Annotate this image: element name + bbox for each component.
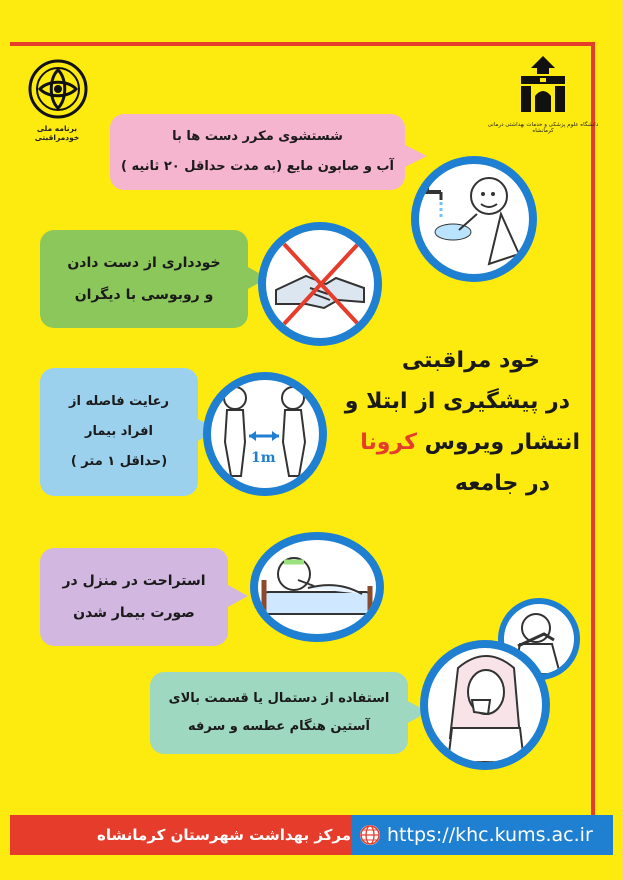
handwashing-illustration [411, 156, 537, 282]
tissue-sneeze-illustration [420, 640, 550, 770]
tip-text-line: آستین هنگام عطسه و سرفه [188, 719, 370, 734]
title-line [340, 422, 580, 463]
footer-bar [10, 815, 613, 855]
handwashing-icon [419, 164, 529, 274]
right-logo-caption: دانشگاه علوم پزشکی و خدمات بهداشتی درمانی کرمانشاه [487, 122, 599, 134]
left-logo-caption: برنامه ملی خودمراقبتی [34, 124, 80, 142]
tip-text-line: استراحت در منزل در [62, 573, 206, 589]
self-care-emblem-icon [27, 58, 89, 120]
title-line: در جامعه [454, 471, 550, 496]
title-text: انتشار ویروس [424, 430, 580, 455]
tissue-sneeze-icon [428, 648, 542, 762]
distance-label: 1m [251, 450, 276, 466]
poster-title [340, 340, 580, 504]
tip-text-line: افراد بیمار [85, 424, 153, 439]
rest-illustration [250, 532, 384, 642]
tip-text-line: صورت بیمار شدن [73, 605, 195, 621]
tip-distance-bubble [40, 368, 198, 496]
tip-text-line: رعایت فاصله از [68, 394, 170, 409]
title-line: در پیشگیری از ابتلا و [344, 389, 570, 414]
distance-illustration [203, 372, 327, 496]
website-link[interactable]: https://khc.kums.ac.ir [387, 824, 593, 846]
health-center-name: مرکز بهداشت شهرستان کرمانشاه [97, 826, 351, 844]
tip-text-line: خودداری از دست دادن [67, 255, 221, 271]
university-logo [488, 52, 598, 142]
title-highlight: کرونا [360, 430, 417, 455]
tip-text-line: و روبوسی با دیگران [74, 287, 214, 303]
tip-text-line: (حداقل ۱ متر ) [70, 454, 168, 469]
tip-text-line: استفاده از دستمال یا قسمت بالای [168, 691, 390, 706]
bubble-tail [403, 144, 427, 168]
website-box [351, 815, 613, 855]
tip-rest-bubble [40, 548, 228, 646]
no-handshake-icon [266, 230, 374, 338]
no-handshake-illustration [258, 222, 382, 346]
sick-in-bed-icon [258, 540, 376, 634]
social-distance-icon [211, 380, 319, 488]
tip-handwashing-bubble [110, 114, 405, 190]
bubble-tail [226, 584, 248, 608]
globe-icon [359, 824, 381, 846]
tip-sneeze-bubble [150, 672, 408, 754]
tip-text-line: شستشوی مکرر دست ها با [172, 129, 343, 144]
tip-text-line: آب و صابون مایع (به مدت حداقل ۲۰ ثانیه ) [120, 159, 395, 174]
tip-no-handshake-bubble [40, 230, 248, 328]
university-emblem-icon [511, 52, 575, 116]
title-line: خود مراقبتی [401, 348, 540, 373]
self-care-logo [18, 58, 98, 153]
